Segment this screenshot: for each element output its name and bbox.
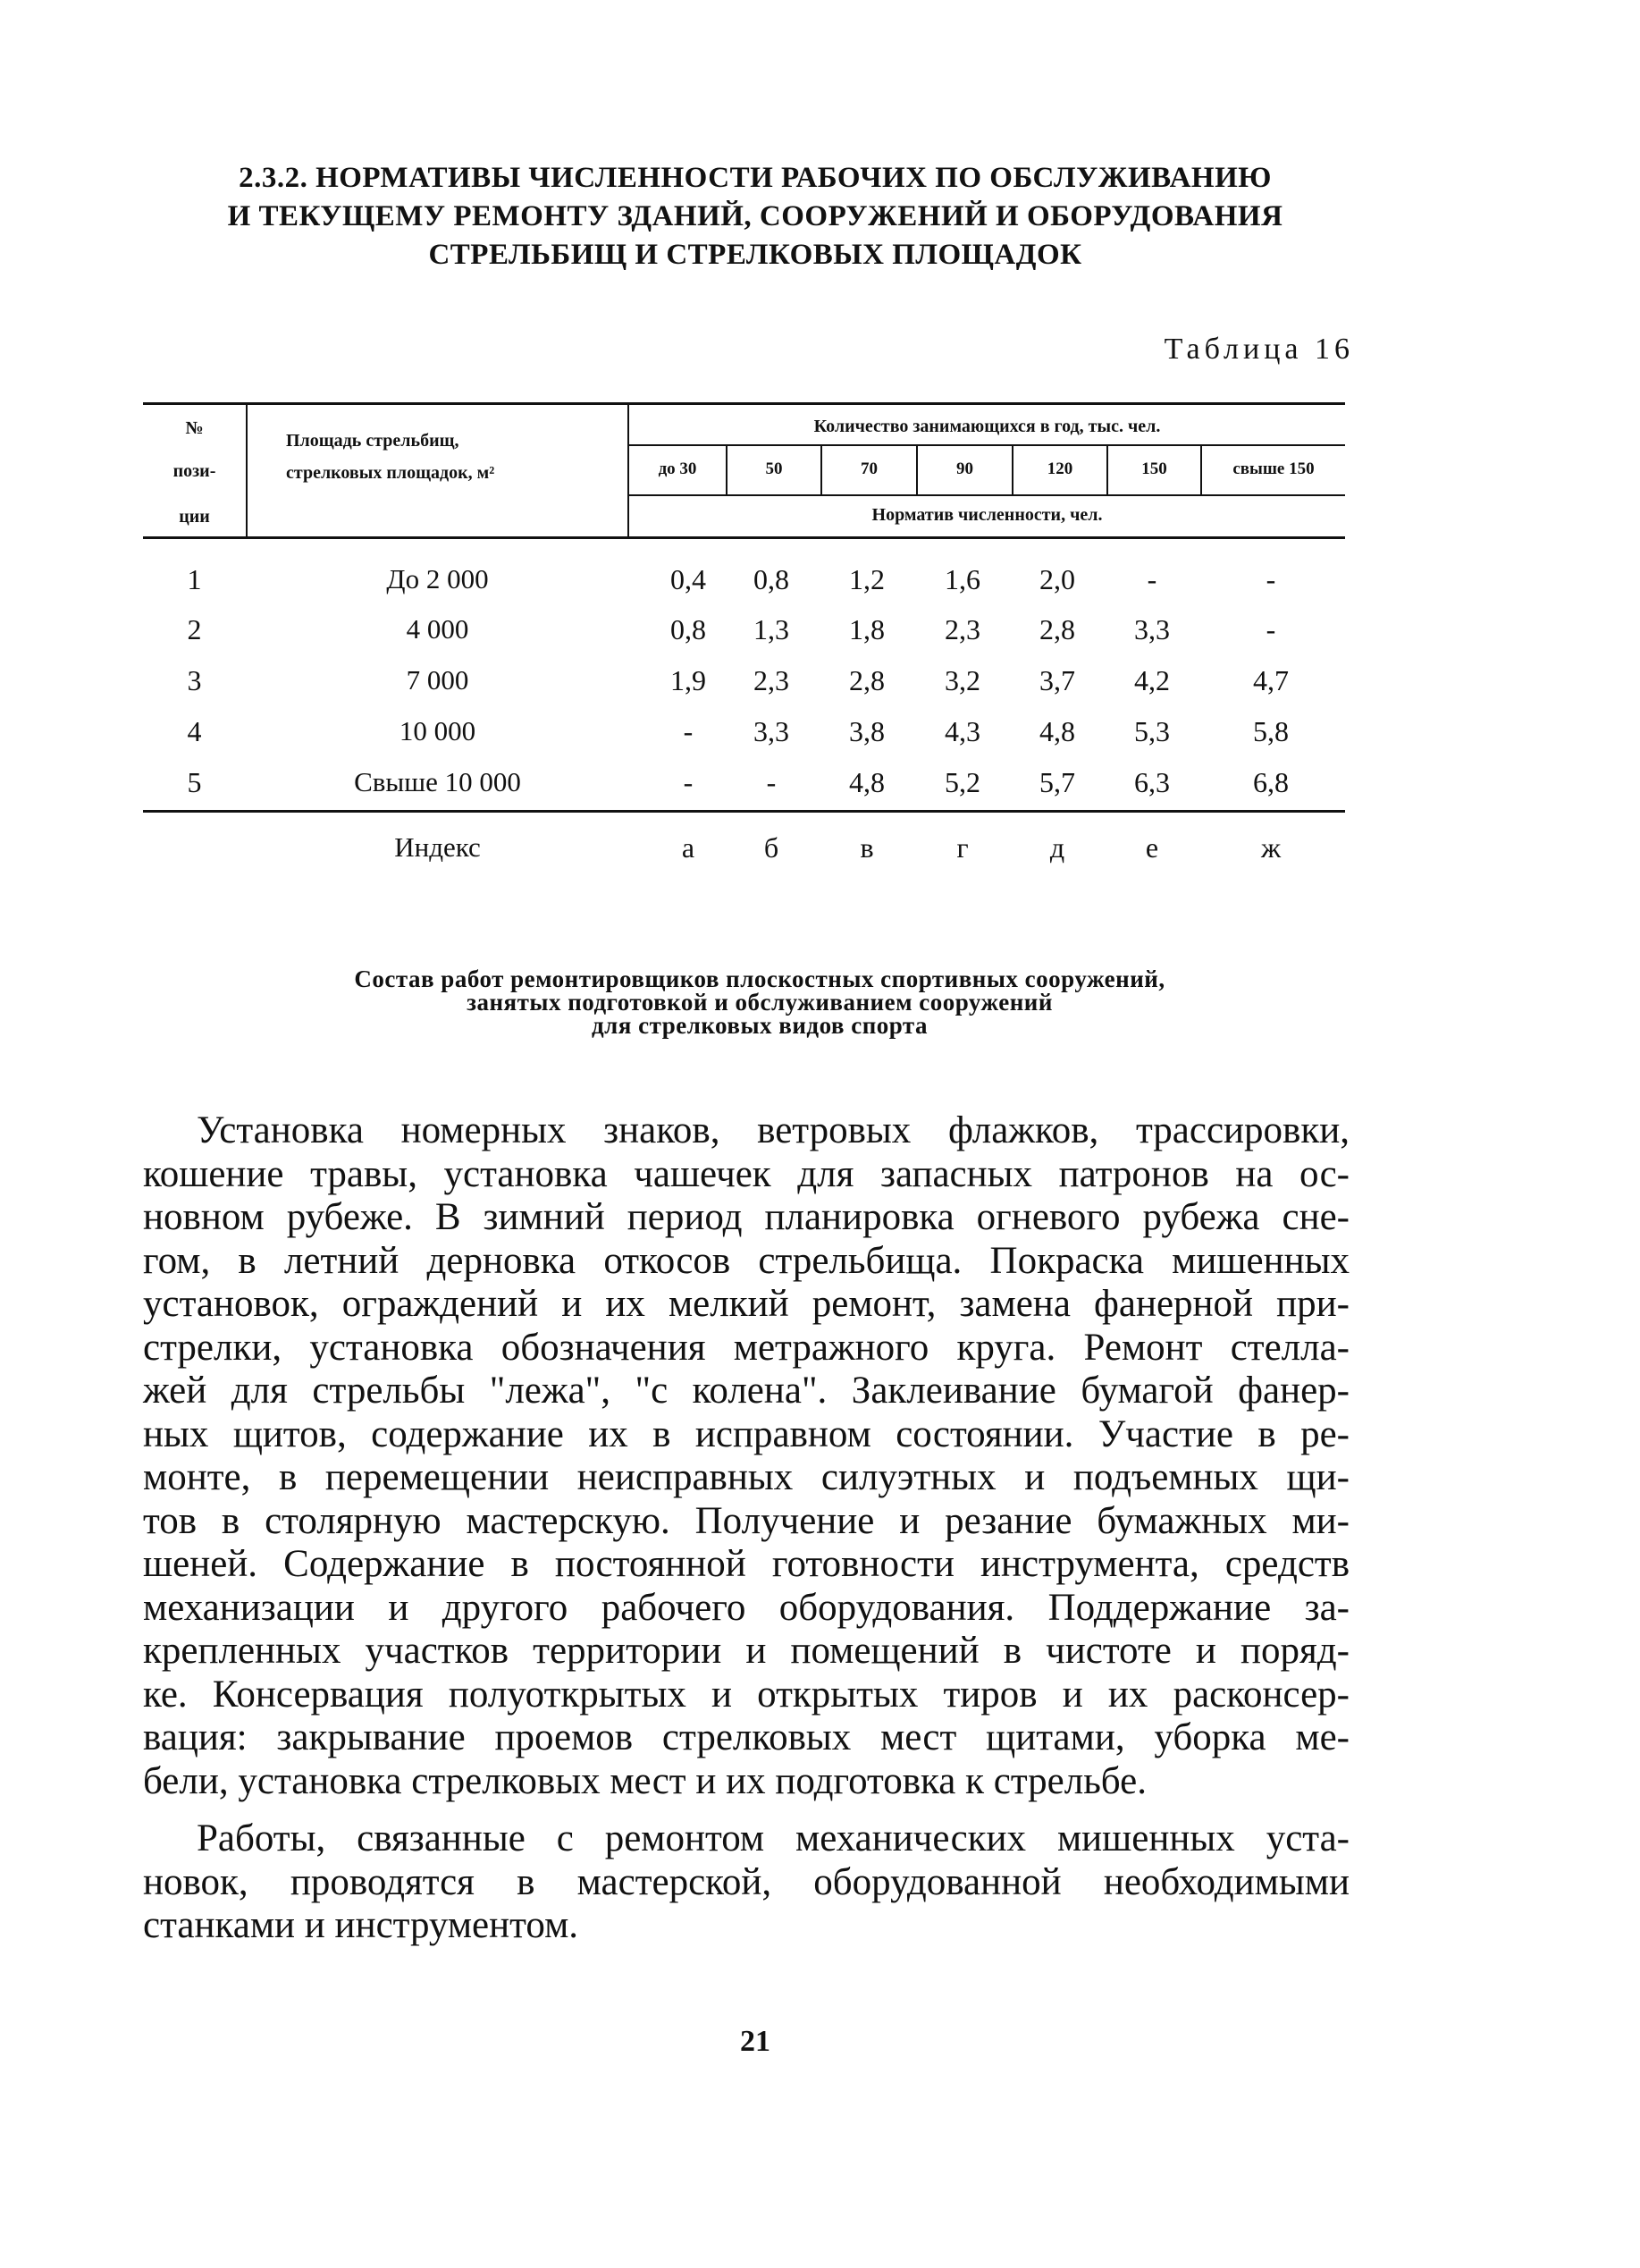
table-caption: Таблица 16 — [1164, 333, 1354, 366]
row-value: 2,3 — [945, 613, 980, 645]
row-value: - — [1266, 613, 1276, 645]
table-cols-rule — [629, 494, 1345, 496]
text-line: бели, установка стрелковых мест и их подготовка к стрельбе. — [143, 1759, 1147, 1802]
subheading-line-2: занятых подготовкой и обслуживанием сооружений — [467, 989, 1053, 1016]
col-header: 90 — [956, 460, 973, 478]
row-value: 1,6 — [945, 563, 980, 595]
row-value: 5,2 — [945, 766, 980, 798]
pos-header-line-3: ции — [179, 507, 210, 527]
row-value: 5,8 — [1253, 715, 1289, 747]
area-header-line-1: Площадь стрельбищ, — [286, 431, 459, 451]
col-header: до 30 — [658, 460, 697, 478]
row-value: 5,3 — [1134, 715, 1170, 747]
text-line: Установка номерных знаков, ветровых флажков, трассировки, — [197, 1109, 1350, 1151]
text-line: стрелки, установка обозначения метражного круга. Ремонт стелла- — [143, 1326, 1350, 1369]
table-header-bottom-rule — [143, 536, 1345, 539]
area-header-line-2: стрелковых площадок, м² — [286, 463, 495, 483]
text-line: жей для стрельбы "лежа", "с колена". Заклеивание бумагой фанер- — [143, 1370, 1350, 1412]
row-value: 1,2 — [849, 563, 885, 595]
col-header: свыше 150 — [1232, 460, 1315, 478]
index-label: Индекс — [394, 831, 481, 863]
table-top-rule — [143, 402, 1345, 405]
text-line: новок, проводятся в мастерской, оборудованной необходимыми — [143, 1860, 1350, 1903]
paragraph-2 — [143, 1817, 1350, 1948]
index-value: е — [1145, 831, 1159, 864]
row-value: 3,8 — [849, 715, 885, 747]
subheading-line-3: для стрелковых видов спорта — [591, 1012, 929, 1039]
row-value: - — [1147, 563, 1157, 595]
row-value: 4,3 — [945, 715, 980, 747]
text-line: крепленных участков территории и помещений в чистоте и поряд- — [143, 1630, 1350, 1672]
sub-header: Норматив численности, чел. — [871, 505, 1103, 525]
row-position: 4 — [187, 715, 202, 747]
row-value: 1,3 — [753, 613, 789, 645]
row-value: 0,8 — [670, 613, 706, 645]
row-value: - — [683, 766, 694, 798]
row-value: - — [683, 715, 694, 747]
table-body-bottom-rule — [143, 810, 1345, 813]
text-line: шеней. Содержание в постоянной готовности инструмента, средств — [143, 1543, 1350, 1585]
row-area: До 2 000 — [386, 563, 489, 594]
row-value: 5,7 — [1039, 766, 1075, 798]
pos-header-line-2: пози- — [172, 461, 216, 481]
row-value: 1,8 — [849, 613, 885, 645]
row-value: 4,7 — [1253, 664, 1289, 696]
text-line: ке. Консервация полуоткрытых и открытых тиров и их расконсер- — [143, 1673, 1350, 1716]
index-value: а — [681, 831, 695, 864]
row-value: 3,2 — [945, 664, 980, 696]
text-line: тов в столярную мастерскую. Получение и резание бумажных ми- — [143, 1499, 1350, 1542]
text-line: станками и инструментом. — [143, 1904, 579, 1946]
col-header: 70 — [861, 460, 878, 478]
col-header: 120 — [1047, 460, 1073, 478]
index-value: в — [860, 831, 874, 864]
row-value: 4,8 — [1039, 715, 1075, 747]
index-value: б — [763, 831, 779, 864]
row-value: 3,3 — [1134, 613, 1170, 645]
index-value: ж — [1260, 831, 1282, 864]
row-value: 0,4 — [670, 563, 706, 595]
heading-line-2: И ТЕКУЩЕМУ РЕМОНТУ ЗДАНИЙ, СООРУЖЕНИЙ И ОБОРУДОВАНИЯ — [227, 200, 1283, 232]
text-line: монте, в перемещении неисправных силуэтных и подъемных щи- — [143, 1456, 1350, 1498]
text-line: гом, в летний дерновка откосов стрельбища. Покраска мишенных — [143, 1239, 1350, 1282]
row-value: - — [766, 766, 777, 798]
text-line: новном рубеже. В зимний период планировка огневого рубежа сне- — [143, 1196, 1350, 1238]
text-line: Работы, связанные с ремонтом механических мишенных уста- — [197, 1817, 1350, 1859]
text-line: кошение травы, установка чашечек для запасных патронов на ос- — [143, 1152, 1350, 1195]
text-line: механизации и другого рабочего оборудования. Поддержание за- — [143, 1586, 1350, 1629]
row-area: 7 000 — [406, 664, 469, 696]
row-position: 2 — [187, 613, 202, 645]
row-value: 4,8 — [849, 766, 885, 798]
group-header: Количество занимающихся в год, тыс. чел. — [813, 417, 1161, 436]
row-value: 2,3 — [753, 664, 789, 696]
heading-line-1: 2.3.2. НОРМАТИВЫ ЧИСЛЕННОСТИ РАБОЧИХ ПО ОБСЛУЖИВАНИЮ — [239, 162, 1272, 194]
table-group-rule — [629, 444, 1345, 446]
col-header: 50 — [765, 460, 783, 478]
index-value: д — [1049, 831, 1065, 864]
row-value: 3,3 — [753, 715, 789, 747]
row-value: 6,8 — [1253, 766, 1289, 798]
row-value: 6,3 — [1134, 766, 1170, 798]
row-value: 2,8 — [1039, 613, 1075, 645]
pos-header-line-1: № — [185, 418, 204, 438]
row-value: 0,8 — [753, 563, 789, 595]
heading-line-3: СТРЕЛЬБИЩ И СТРЕЛКОВЫХ ПЛОЩАДОК — [428, 239, 1082, 271]
row-area: 4 000 — [406, 613, 469, 645]
row-value: 2,8 — [849, 664, 885, 696]
row-value: 3,7 — [1039, 664, 1075, 696]
table-vrule-1 — [246, 402, 248, 538]
page-number: 21 — [740, 2025, 770, 2058]
index-value: г — [956, 831, 969, 864]
row-position: 1 — [187, 563, 202, 595]
paragraph-1 — [143, 1109, 1350, 1803]
text-line: ных щитов, содержание их в исправном состоянии. Участие в ре- — [143, 1412, 1350, 1455]
row-position: 5 — [187, 766, 202, 798]
works-subheading — [143, 967, 1376, 1037]
row-value: 2,0 — [1039, 563, 1075, 595]
row-value: 4,2 — [1134, 664, 1170, 696]
row-area: 10 000 — [399, 715, 476, 746]
section-heading — [134, 159, 1376, 274]
col-header: 150 — [1141, 460, 1167, 478]
subheading-line-1: Состав работ ремонтировщиков плоскостных спортивных сооружений, — [354, 965, 1165, 992]
row-value: 1,9 — [670, 664, 706, 696]
row-position: 3 — [187, 664, 202, 696]
row-area: Свыше 10 000 — [354, 766, 521, 797]
text-line: установок, ограждений и их мелкий ремонт, замена фанерной при- — [143, 1283, 1350, 1325]
text-line: вация: закрывание проемов стрелковых мест щитами, уборка ме- — [143, 1716, 1350, 1758]
row-value: - — [1266, 563, 1276, 595]
